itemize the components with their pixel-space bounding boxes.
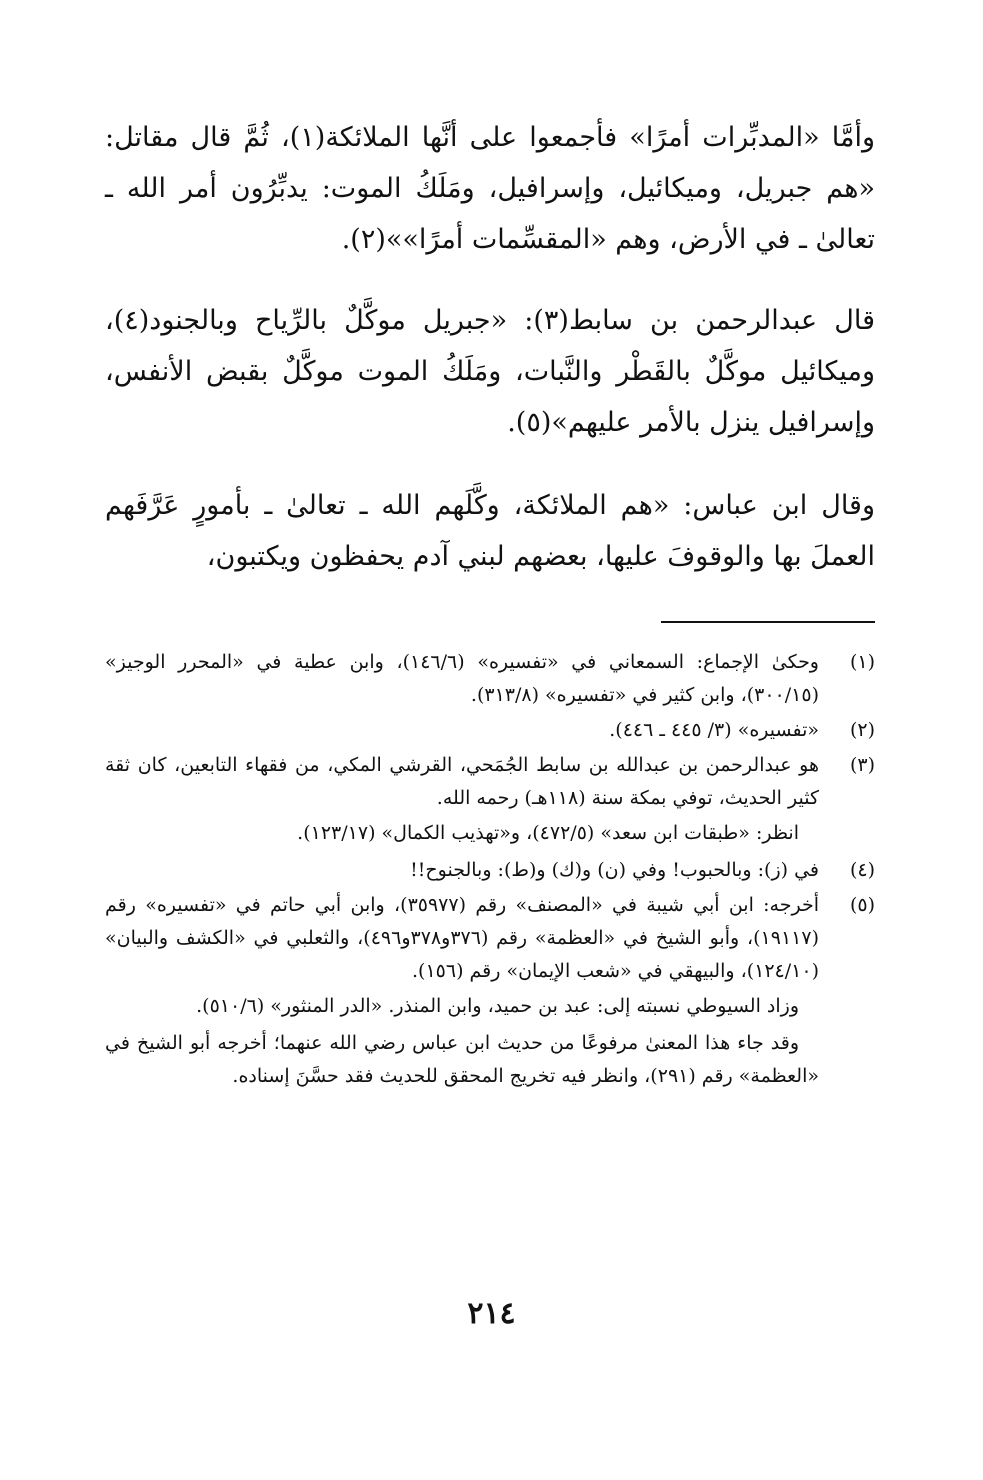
footnote-2 (105, 714, 875, 747)
page-number: ٢١٤ (467, 1296, 516, 1331)
paragraph-1: وأمَّا «المدبِّرات أمرًا» فأجمعوا على أنَّها الملائكة(١)، ثُمَّ قال مقاتل: «هم جبريل، وميكائيل، وإسرافيل، ومَلَكُ الموت: يدبِّرُون أمر الله ـ تعالىٰ ـ في الأرض، وهم «المقسِّمات أمرًا»»(٢). (105, 122, 876, 255)
paragraph-3: وقال ابن عباس: «هم الملائكة، وكَّلَهم الله ـ تعالىٰ ـ بأمورٍ عَرَّفَهم العملَ بها والوقوفَ عليها، بعضهم لبني آدم يحفظون ويكتبون، (105, 490, 875, 572)
footnote-3-reference: انظر: «طبقات ابن سعد» (٤٧٢/٥)، و«تهذيب الكمال» (١٢٣/١٧). (297, 822, 799, 844)
footnote-5-addition: وزاد السيوطي نسبته إلى: عبد بن حميد، وابن المنذر. «الدر المنثور» (٥١٠/٦). (196, 995, 799, 1017)
footnote-number: (١) (849, 651, 875, 673)
footnote-number: (٣) (849, 754, 875, 776)
footnote-number: (٢) (849, 719, 875, 741)
footnote-text: وحكىٰ الإجماع: السمعاني في «تفسيره» (١٤٦/٦)، وابن عطية في «المحرر الوجيز» (٣٠٠/١٥)، وابن كثير في «تفسيره» (٣١٣/٨). (105, 651, 819, 706)
footnote-1 (105, 646, 875, 712)
footnote-text: هو عبدالرحمن بن عبدالله بن سابط الجُمَحي، القرشي المكي، من فقهاء التابعين، كان ثقة كثير الحديث، توفي بمكة سنة (١١٨هـ) رحمه الله. (105, 754, 819, 809)
footnotes (105, 646, 875, 1097)
footnote-separator (661, 621, 875, 623)
paragraph-2: قال عبدالرحمن بن سابط(٣): «جبريل موكَّلٌ بالرِّياح وبالجنود(٤)، وميكائيل موكَّلٌ بالقَطْر والنَّبات، ومَلَكُ الموت موكَّلٌ بقبض الأنفس، وإسرافيل ينزل بالأمر عليهم»(٥). (105, 305, 875, 438)
footnote-5 (105, 889, 875, 988)
footnote-number: (٤) (849, 859, 875, 881)
footnote-4 (105, 854, 875, 887)
footnote-text: في (ز): وبالحبوب! وفي (ن) و(ك) و(ط): وبالجنوح!! (410, 859, 819, 881)
footnote-number: (٥) (849, 894, 875, 916)
footnote-text: أخرجه: ابن أبي شيبة في «المصنف» رقم (٣٥٩٧٧)، وابن أبي حاتم في «تفسيره» رقم (١٩١١٧)، وأبو الشيخ في «العظمة» رقم (٣٧٦و٣٧٨و٤٩٦)، والثعلبي في «الكشف والبيان» (١٢٤/١٠)، والبيهقي في «شعب الإيمان» رقم (١٥٦). (105, 894, 819, 982)
footnote-text: «تفسيره» (٣/ ٤٤٥ ـ ٤٤٦). (609, 719, 819, 741)
footnote-5-note: وقد جاء هذا المعنىٰ مرفوعًا من حديث ابن عباس رضي الله عنهما؛ أخرجه أبو الشيخ في «العظمة» رقم (٢٩١)، وانظر فيه تخريج المحقق للحديث فقد حسَّنَ إسناده. (105, 1032, 819, 1087)
footnote-3 (105, 749, 875, 815)
